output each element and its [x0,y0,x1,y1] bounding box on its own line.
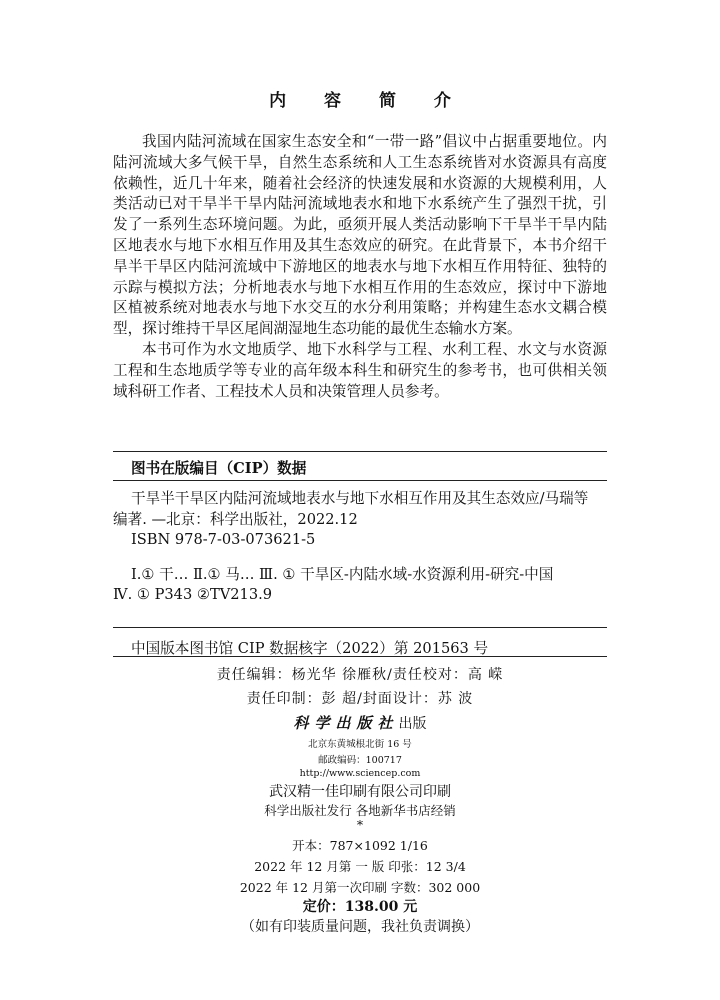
editor-credits: 责任编辑：杨光华 徐雁秋/责任校对：高 嵘 [216,667,504,683]
cip-record [113,489,607,606]
edition-info: 2022 年 12 月第 一 版 印张：12 3/4 [254,859,466,874]
publisher-suffix: 出版 [398,716,427,732]
cip-heading-rule [113,480,607,481]
cip-top-rule [113,451,607,452]
quality-notice: （如有印装质量问题，我社负责调换） [241,919,479,935]
publisher-address: 北京东黄城根北街 16 号 [308,739,412,750]
production-credits: 责任印制：彭 超/封面设计：苏 波 [246,691,474,707]
cip-classification-1: Ⅰ.① 干… Ⅱ.① 马… Ⅲ. ① 干旱区-内陆水域-水资源利用-研究-中国 [131,565,554,583]
cip-heading: 图书在版编目（CIP）数据 [131,460,307,477]
cip-isbn: ISBN 978-7-03-073621-5 [131,531,316,548]
cip-bottom-rule [113,627,607,628]
book-format: 开本：787×1092 1/16 [292,838,428,853]
publisher-postcode: 邮政编码：100717 [318,755,402,766]
printer: 武汉精一佳印刷有限公司印刷 [269,784,451,800]
printing-info: 2022 年 12 月第一次印刷 字数：302 000 [239,880,481,895]
summary-section [113,132,607,402]
cip-publisher-line: 编著. —北京：科学出版社，2022.12 [113,510,358,528]
cip-record-number: 中国版本图书馆 CIP 数据核字（2022）第 201563 号 [131,640,489,657]
publisher-name: 科学出版社 [293,714,399,732]
summary-title: 内 容 简 介 [269,91,467,111]
separator-star: * [356,817,364,832]
cip-title-line: 干旱半干旱区内陆河流域地表水与地下水相互作用及其生态效应/马瑞等 [131,490,589,507]
publisher-line [0,712,720,733]
summary-paragraph-2: 本书可作为水文地质学、地下水科学与工程、水利工程、水文与水资源工程和生态地质学等专业的高年级本科生和研究生的参考书，也可供相关领域科研工作者、工程技术人员和决策管理人员参考。 [113,340,607,400]
cip-classification-2: Ⅳ. ① P343 ②TV213.9 [113,586,273,603]
summary-paragraph-1: 我国内陆河流域在国家生态安全和“一带一路”倡议中占据重要地位。内陆河流域大多气候干旱，自然生态系统和人工生态系统皆对水资源具有高度依赖性，近几十年来，随着社会经济的快速发展和水资源的大规模利用，人类活动已对干旱半干旱内陆河流域地表水和地下水系统产生了强烈干扰，引发了一系列生态环境问题。为此，亟须开展人类活动影响下干旱半干旱内陆区地表水与地下水相互作用及其生态效应的研究。在此背景下，本书介绍干旱半干旱区内陆河流域中下游地区的地表水与地下水相互作用特征、独特的示踪与模拟方法；分析地表水与地下水相互作用的生态效应，探讨中下游地区植被系统对地表水与地下水交互的水分利用策略；并构建生态水文耦合模型，探讨维持干旱区尾闾湖湿地生态功能的最优生态输水方案。 [113,133,607,338]
distribution: 科学出版社发行 各地新华书店经销 [264,803,456,818]
publisher-website: http://www.sciencep.com [299,768,421,779]
credits-top-rule [113,656,607,657]
price: 定价：138.00 元 [302,899,418,915]
